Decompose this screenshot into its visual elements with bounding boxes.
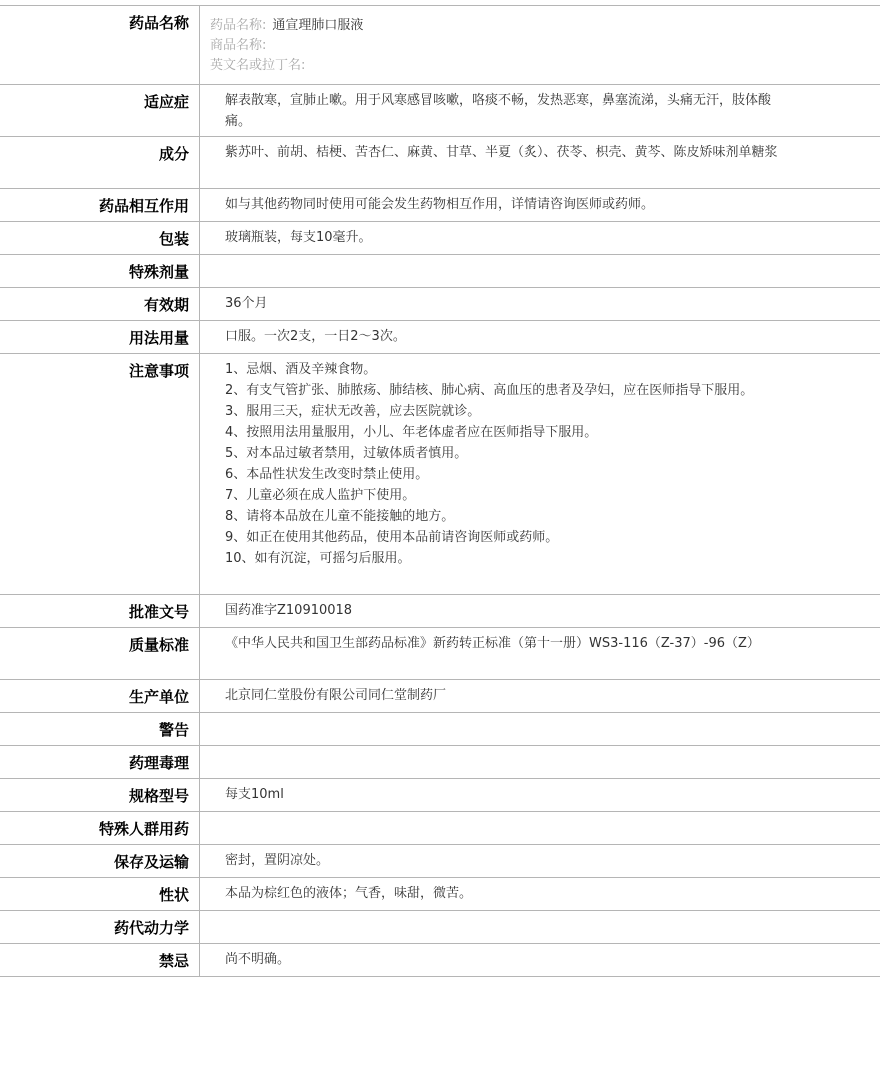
notes-list	[200, 354, 880, 594]
row-label: 药品名称	[0, 6, 200, 84]
latin-name-key: 英文名或拉丁名:	[210, 58, 306, 73]
drug-names	[200, 6, 880, 84]
row-label: 特殊人群用药	[0, 812, 200, 844]
generic-name-value: 通宣理肺口服液	[272, 18, 364, 33]
note-item: 8、请将本品放在儿童不能接触的地方。	[225, 509, 455, 524]
row-pharmacology	[0, 746, 880, 779]
row-special-dose	[0, 255, 880, 288]
row-value: 每支10ml	[225, 787, 284, 802]
note-item: 7、儿童必须在成人监护下使用。	[225, 488, 416, 503]
row-value	[200, 911, 880, 943]
note-item: 6、本品性状发生改变时禁止使用。	[225, 467, 429, 482]
row-approval	[0, 595, 880, 628]
generic-name-line	[210, 16, 790, 36]
row-value: 本品为棕红色的液体；气香，味甜，微苦。	[225, 886, 473, 901]
row-standard	[0, 628, 880, 680]
row-label: 禁忌	[0, 944, 200, 976]
row-label: 药品相互作用	[0, 189, 200, 221]
row-manufacturer	[0, 680, 880, 713]
row-value: 密封，置阴凉处。	[225, 853, 330, 868]
row-value: 尚不明确。	[225, 952, 291, 967]
row-value: 如与其他药物同时使用可能会发生药物相互作用，详情请咨询医师或药师。	[225, 197, 655, 212]
row-value: 36个月	[225, 296, 268, 311]
row-label: 质量标准	[0, 628, 200, 679]
note-item: 1、忌烟、酒及辛辣食物。	[225, 362, 377, 377]
row-label: 规格型号	[0, 779, 200, 811]
row-label: 药代动力学	[0, 911, 200, 943]
trade-name-key: 商品名称:	[210, 38, 267, 53]
row-label: 注意事项	[0, 354, 200, 594]
row-warning	[0, 713, 880, 746]
note-item: 4、按照用法用量服用，小儿、年老体虚者应在医师指导下服用。	[225, 425, 598, 440]
row-value: 国药准字Z10910018	[225, 603, 353, 618]
row-package	[0, 222, 880, 255]
row-label: 特殊剂量	[0, 255, 200, 287]
row-pharmacokinetics	[0, 911, 880, 944]
drug-info-table	[0, 5, 880, 977]
row-value	[200, 255, 880, 287]
row-label: 批准文号	[0, 595, 200, 627]
row-label: 有效期	[0, 288, 200, 320]
row-value: 北京同仁堂股份有限公司同仁堂制药厂	[225, 688, 447, 703]
row-usage	[0, 321, 880, 354]
row-shelf-life	[0, 288, 880, 321]
generic-name-key: 药品名称:	[210, 18, 267, 33]
row-value	[200, 713, 880, 745]
note-item: 9、如正在使用其他药品，使用本品前请咨询医师或药师。	[225, 530, 559, 545]
note-item: 5、对本品过敏者禁用，过敏体质者慎用。	[225, 446, 468, 461]
row-label: 包装	[0, 222, 200, 254]
latin-name-line	[210, 56, 790, 76]
row-label: 生产单位	[0, 680, 200, 712]
row-notes	[0, 354, 880, 595]
row-label: 成分	[0, 137, 200, 188]
row-value: 《中华人民共和国卫生部药品标准》新药转正标准（第十一册）WS3-116（Z-37）-96（Z）	[225, 636, 760, 651]
note-item: 3、服用三天，症状无改善，应去医院就诊。	[225, 404, 481, 419]
row-special-population	[0, 812, 880, 845]
row-drug-name	[0, 5, 880, 85]
row-label: 用法用量	[0, 321, 200, 353]
row-storage	[0, 845, 880, 878]
row-label: 保存及运输	[0, 845, 200, 877]
row-label: 性状	[0, 878, 200, 910]
trade-name-line	[210, 36, 790, 56]
row-value: 紫苏叶、前胡、桔梗、苦杏仁、麻黄、甘草、半夏（炙）、茯苓、枳壳、黄芩、陈皮矫味剂单糖浆	[225, 145, 778, 160]
row-label: 药理毒理	[0, 746, 200, 778]
row-label: 警告	[0, 713, 200, 745]
row-value: 口服。一次2支，一日2～3次。	[225, 329, 406, 344]
row-value	[200, 746, 880, 778]
row-label: 适应症	[0, 85, 200, 136]
row-value	[200, 812, 880, 844]
row-value: 解表散寒，宣肺止嗽。用于风寒感冒咳嗽，咯痰不畅，发热恶寒，鼻塞流涕，头痛无汗，肢体酸痛。	[225, 93, 772, 129]
row-contraindication	[0, 944, 880, 977]
row-interaction	[0, 189, 880, 222]
row-spec	[0, 779, 880, 812]
note-item: 10、如有沉淀，可摇匀后服用。	[225, 551, 411, 566]
note-item: 2、有支气管扩张、肺脓疡、肺结核、肺心病、高血压的患者及孕妇，应在医师指导下服用。	[225, 383, 754, 398]
row-appearance	[0, 878, 880, 911]
row-ingredients	[0, 137, 880, 189]
row-indication	[0, 85, 880, 137]
row-value: 玻璃瓶装，每支10毫升。	[225, 230, 372, 245]
